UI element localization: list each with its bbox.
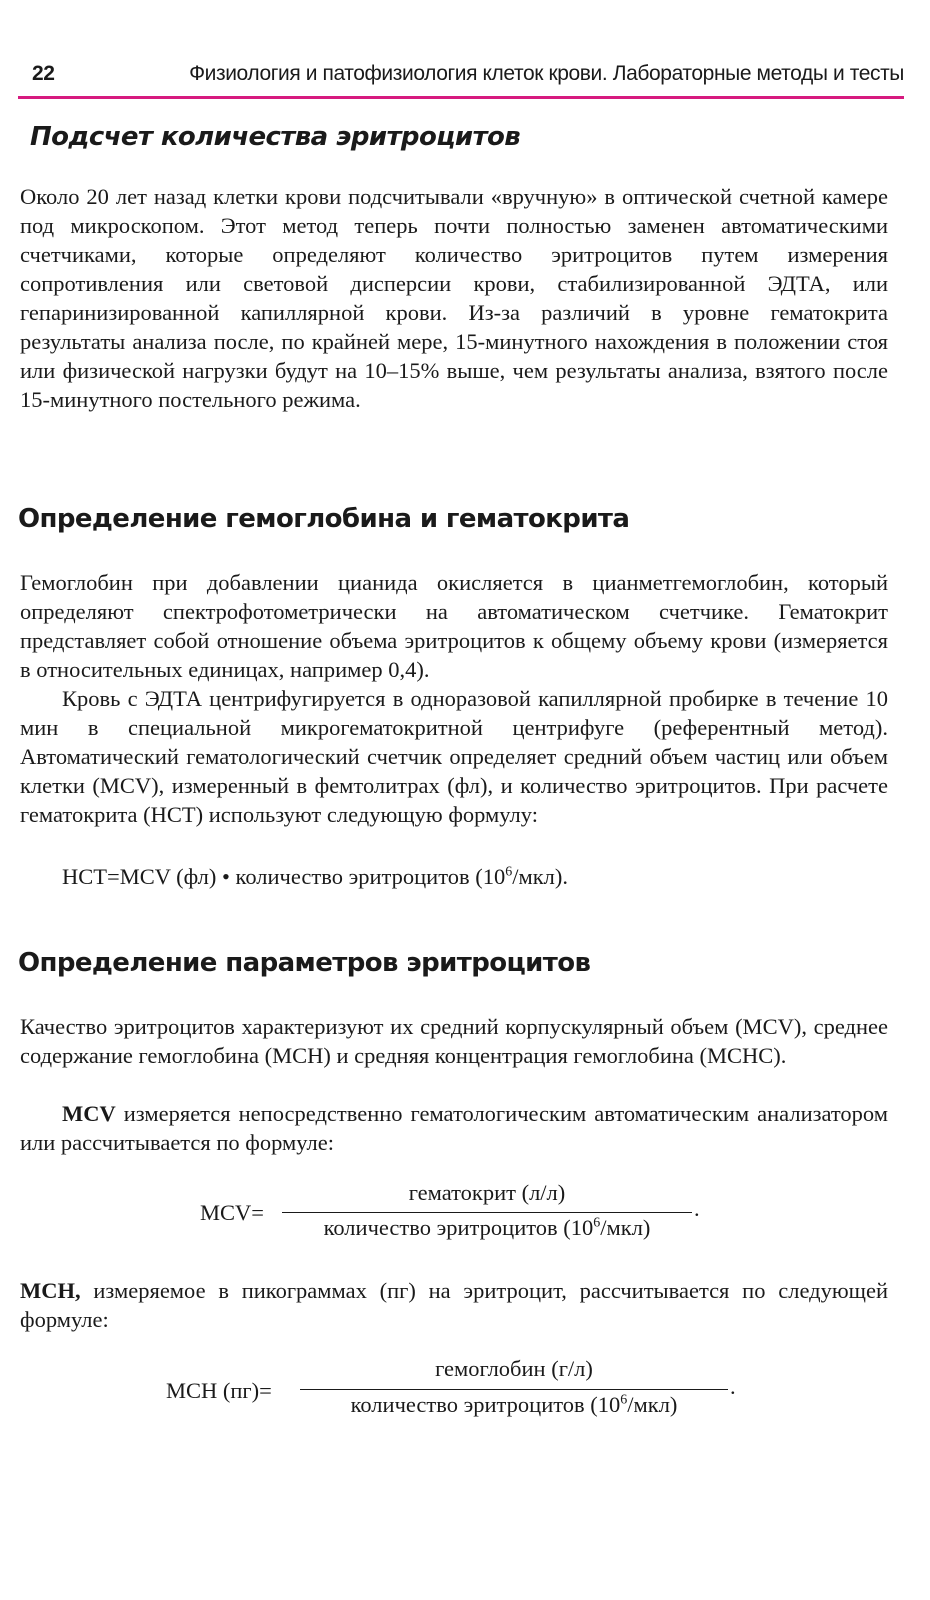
mcv-fraction-bar [282,1212,692,1213]
mch-formula [166,1356,746,1426]
hct-formula-exponent: 6 [505,864,513,880]
paragraph-mcv [20,1099,888,1157]
mch-term: MCH, [20,1278,81,1303]
mcv-term: MCV [62,1101,116,1126]
paragraph-rbc-quality: Качество эритроцитов характеризуют их средний корпускулярный объем (MCV), среднее содержание гемоглобина (MCH) и средняя концентрация гемоглобина (MCHC). [20,1014,888,1068]
mch-description: измеряемое в пикограммах (пг) на эритроцит, рассчитывается по следующей формуле: [20,1278,888,1332]
paragraph-rbc-count: Около 20 лет назад клетки крови подсчитывали «вручную» в оптической счетной камере под микроскопом. Этот метод теперь почти полностью заменен автоматическими счетчиками, которые определяют количество эритроцитов путем измерения сопротивления или световой дисперсии крови, стабилизированной ЭДТА, или гепаринизированной капиллярной крови. Из-за различий в уровне гематокрита результаты анализа после, по крайней мере, 15-минутного нахождения в положении стоя или физической нагрузки будут на 10–15% выше, чем результаты анализа, взятого после 15-минутного постельного режима. [20,184,888,412]
mcv-formula-numerator: гематокрит (л/л) [408,1180,566,1205]
mch-formula-lhs: MCH (пг)= [166,1378,272,1403]
mch-denominator-tail: /мкл) [627,1392,678,1417]
page-number: 22 [32,62,55,85]
hct-formula-text: HCT=MCV (фл) • количество эритроцитов (10 [62,864,506,889]
section-title-rbc-parameters: Определение параметров эритроцитов [18,948,591,978]
mcv-denominator-tail: /мкл) [600,1215,651,1240]
mcv-description: измеряется непосредственно гематологическим автоматическим анализатором или рассчитывается по формуле: [20,1101,888,1155]
mcv-denominator-exponent: 6 [593,1215,601,1231]
section-title-rbc-count: Подсчет количества эритроцитов [30,122,521,152]
hct-formula-tail: /мкл). [512,864,569,889]
paragraph-hematocrit-method: Кровь с ЭДТА центрифугируется в одноразовой капиллярной пробирке в течение 10 мин в специальной микрогематокритной центрифуге (референтный метод). Автоматический гематологический счетчик определяет средний объем частиц или объем клетки (MCV), измеренный в фемтолитрах (фл), и количество эритроцитов. При расчете гематокрита (HCT) используют следующую формулу: [20,686,888,827]
mcv-formula-denominator [282,1215,692,1241]
mch-formula-denominator [300,1392,728,1418]
paragraph-hemoglobin: Гемоглобин при добавлении цианида окисляется в цианметгемоглобин, который определяют спектрофотометрически на автоматическом счетчике. Гематокрит представляет собой отношение объема эритроцитов к общему объему крови (измеряется в относительных единицах, например 0,4). [20,570,888,682]
mch-fraction-bar [300,1389,728,1390]
mcv-formula-period: . [694,1196,700,1221]
paragraph-mch [20,1276,888,1334]
mch-formula-period: . [730,1374,736,1399]
mcv-formula-lhs: MCV= [200,1200,264,1225]
running-title: Физиология и патофизиология клеток крови. Лабораторные методы и тесты [189,62,904,85]
mch-formula-numerator: гемоглобин (г/л) [435,1356,593,1381]
hct-formula [62,864,568,890]
page-header [18,54,904,99]
mch-denominator-text: количество эритроцитов (10 [350,1392,621,1417]
mcv-formula [200,1180,710,1250]
mch-denominator-exponent: 6 [620,1392,628,1408]
mcv-denominator-text: количество эритроцитов (10 [323,1215,594,1240]
section-title-hemoglobin-hematocrit: Определение гемоглобина и гематокрита [18,504,630,534]
